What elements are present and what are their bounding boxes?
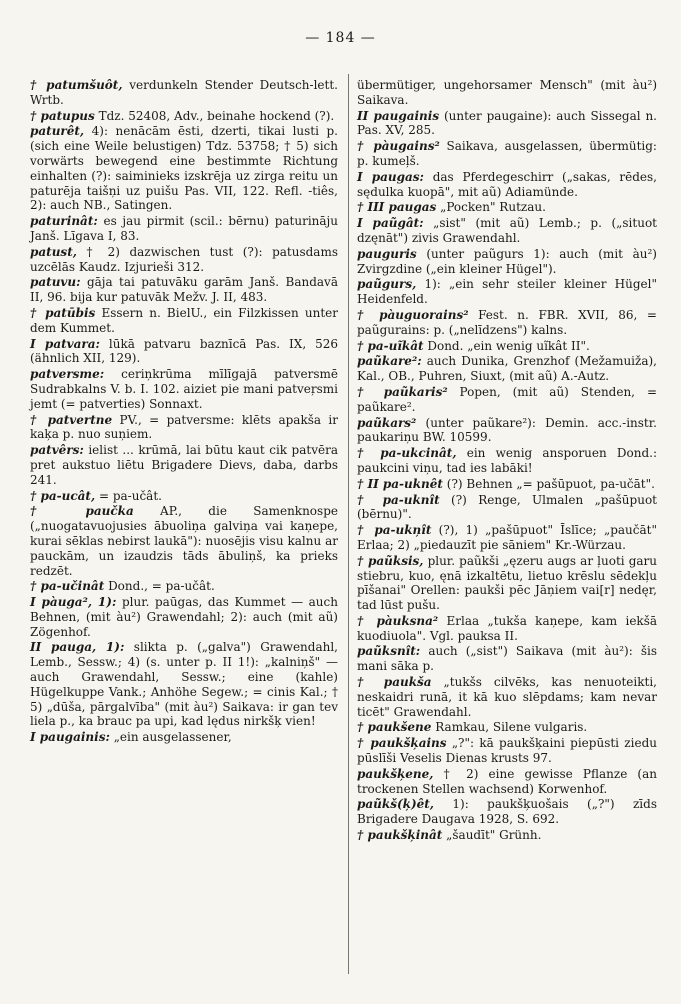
dictionary-entry [30, 730, 338, 745]
entry-headword: paũkare²: [357, 354, 422, 369]
entry-headword: II pauga, 1): [30, 640, 125, 655]
entry-headword: † patupus [30, 108, 95, 123]
entry-headword: † paučka [30, 504, 134, 519]
entry-text: PV., = patversme: klēts apakša ir kaķa p. nuo suņiem. [30, 412, 338, 442]
dictionary-entry [357, 493, 657, 523]
entry-headword: † pa-ucât, [30, 488, 96, 503]
entry-headword: paturêt, [30, 124, 85, 139]
dictionary-entry [30, 504, 338, 578]
dictionary-entry [357, 675, 657, 719]
dictionary-entry [357, 720, 657, 735]
entry-headword: † pàuksna² [357, 613, 439, 628]
dictionary-entry [357, 216, 657, 246]
dictionary-entry [30, 640, 338, 729]
entry-text: „ein ausgelassener, [113, 730, 232, 745]
entry-headword: † pa-uĩkât [357, 338, 424, 353]
entry-headword: † III paugas [357, 200, 437, 215]
dictionary-entry [30, 489, 338, 504]
dictionary-entry [30, 413, 338, 443]
entry-headword: † paukšene [357, 720, 432, 735]
entry-headword: † II pa-uknêt [357, 476, 443, 491]
entry-headword: patvêrs: [30, 443, 84, 458]
entry-headword: paũkš(ķ)êt, [357, 797, 434, 812]
entry-text: = pa-učât. [98, 488, 162, 503]
entry-headword: † pa-učinât [30, 579, 105, 594]
entry-headword: I paũgât: [357, 216, 424, 231]
page-number: — 184 — [305, 30, 376, 46]
entry-text: slikta p. („galva") Grawendahl, Lemb., Sessw.; 4) (s. unter p. II 1!): „kalniņš" — auch Grawendahl, Sessw.; eine (kahle) Hügelkuppe Vank.; Anhöhe Segew.; = cinis Kal.; † 5) „dūša, pārgalvība" (mit àu²) Saikava: ir gan tev liela p., ka brauc pa upi, kad lędus nirkšķ vien! [30, 640, 338, 729]
dictionary-entry [357, 78, 657, 108]
entry-text: „?": kā paukšķaini piepūsti ziedu pūslīši Veselis Dienas krusts 97. [357, 736, 657, 766]
entry-text: ein wenig ansporuen Dond.: paukcini viņu, tad ies labāki! [357, 446, 657, 475]
entry-text: gāja tai patuvāku garām Janš. Bandavā II, 96. bija kur patuvāk Mežv. J. II, 483. [30, 275, 338, 305]
entry-text: Popen, (mit aũ) Stenden, = paũkare². [357, 384, 658, 414]
dictionary-entry [357, 828, 657, 843]
entry-text: auch („sist") Saikava (mit àu²): šis mani sāka p. [357, 644, 657, 674]
entry-headword: † paũksis, [357, 553, 424, 568]
entry-text: „šaudīt" Grünh. [446, 828, 542, 843]
entry-headword: † patūbis [30, 305, 96, 320]
entry-text: das Pferdegeschirr („sakas, rēdes, sędulka kuopā", mit aũ) Adiamünde. [357, 169, 657, 199]
dictionary-entry [357, 170, 657, 200]
entry-headword: paũksnît: [357, 644, 421, 659]
dictionary-entry [357, 385, 657, 415]
dictionary-entry [357, 339, 657, 354]
entry-text: ceriņkrūma mīlīgajā patversmē Sudrabkalns V. b. I. 102. aiziet pie mani patveŗsmi jemt (= patverties) Sonnaxt. [30, 367, 338, 411]
entry-text: 1): „ein sehr steiler kleiner Hügel" Heidenfeld. [357, 277, 657, 307]
entry-headword: † paũkaris² [357, 384, 448, 399]
entry-text: „Pocken" Rutzau. [440, 200, 546, 215]
entry-text: † 2) dazwischen tust (?): patusdams uzcēlās Kaudz. Izjurieši 312. [30, 244, 338, 274]
dictionary-entry [357, 416, 657, 446]
entry-text: Dond., = pa-učât. [108, 579, 215, 594]
entry-headword: paũgurs, [357, 277, 417, 292]
entry-headword: paukšķene, [357, 766, 434, 781]
dictionary-entry [30, 595, 338, 639]
dictionary-entry [357, 354, 657, 384]
entry-text: (unter paugaine): auch Sissegal n. Pas. XV, 285. [357, 108, 657, 138]
entry-text: (?) Renge, Ulmalen „pašūpuot (bērnu)". [357, 492, 657, 522]
entry-text: (unter paũgurs 1): auch (mit àu²) Zvirgzdine („ein kleiner Hügel"). [357, 246, 657, 276]
entry-text: „tukšs cilvēks, kas nenuoteikti, neskaidri runā, it kā kuo slēpdams; kam nevar ticēt" Grawendahl. [357, 675, 657, 719]
entry-text: plur. paũkši „ęzeru augs ar ļuoti garu stiebru, kuo, ęnā izkaltētu, lietuo krēslu sēdekļu pīšanai" Orellen: paukši pēc Jāņiem vai[r] nedęr, tad lūst pušu. [357, 553, 657, 613]
entry-headword: pauguris [357, 246, 417, 261]
dictionary-entry [30, 306, 338, 336]
entry-text: Saikava, ausgelassen, übermütig: p. kumeļš. [357, 139, 657, 168]
entry-headword: patuvu: [30, 275, 81, 290]
entry-headword: † paukšķinât [357, 828, 443, 843]
dictionary-entry [357, 277, 657, 307]
dictionary-entry [357, 644, 657, 674]
entry-text: ielist ... krūmā, lai būtu kaut cik patvēra pret aukstuo liētu Brigadere Dievs, daba, darbs 241. [30, 443, 338, 487]
entry-headword: † paukša [357, 675, 432, 690]
entry-text: auch Dunika, Grenzhof (Mežamuiža), Kal., OB., Puhren, Siuxt, (mit aũ) A.-Autz. [357, 354, 657, 384]
entry-headword: † pa-ukcinât, [357, 446, 457, 461]
entry-text: Erlaa „tukša kaņepe, kam iekšā kuodiuola". Vgl. pauksa II. [357, 613, 658, 643]
dictionary-entry [357, 477, 657, 492]
entry-headword: † patvertne [30, 412, 113, 427]
dictionary-entry [30, 579, 338, 594]
entry-text: Essern n. BielU., ein Filzkissen unter dem Kummet. [30, 305, 338, 335]
dictionary-entry [357, 200, 657, 215]
entry-text: plur. paūgas, das Kummet — auch Behnen, (mit àu²) Grawendahl; 2): auch (mit aũ) Zögenhof. [30, 595, 338, 639]
dictionary-entry [357, 247, 657, 277]
entry-headword: † pa-ukņît [357, 523, 432, 538]
dictionary-entry [30, 275, 338, 305]
dictionary-entry [30, 124, 338, 213]
entry-text: † 2) eine gewisse Pflanze (an trockenen Stellen wachsend) Korwenhof. [357, 766, 657, 796]
dictionary-entry [357, 109, 657, 139]
entry-text: übermütiger, ungehorsamer Mensch" (mit àu²) Saikava. [357, 78, 657, 107]
entry-text: (unter paũkare²): Demin. acc.-instr. paukariņu BW. 10599. [357, 415, 657, 445]
dictionary-entry [357, 797, 657, 827]
dictionary-entry [30, 109, 338, 124]
entry-headword: I paugas: [357, 169, 424, 184]
dictionary-entry [357, 614, 657, 644]
left-column [30, 78, 338, 746]
dictionary-entry [357, 308, 657, 338]
entry-headword: † pàuguorains² [357, 307, 469, 322]
dictionary-entry [357, 446, 657, 476]
dictionary-entry [357, 767, 657, 797]
entry-headword: II paugainis [357, 108, 440, 123]
entry-headword: patust, [30, 244, 77, 259]
entry-text: 1): paukšķuošais („?") zīds Brigadere Daugava 1928, S. 692. [357, 797, 657, 827]
entry-headword: † pàugains² [357, 139, 440, 154]
entry-text: es jau pirmit (scil.: bērnu) paturināju Janš. Līgava I, 83. [30, 214, 338, 243]
dictionary-entry [357, 523, 657, 553]
entry-headword: paturinât: [30, 214, 98, 229]
dictionary-entry [30, 367, 338, 411]
entry-text: (?) Behnen „= pašūpuot, pa-učāt". [446, 476, 655, 491]
entry-headword: I pàuga², 1): [30, 595, 117, 610]
entry-headword: I paugainis: [30, 730, 110, 745]
entry-text: AP., die Samenknospe („nuogatavuojusies ābuoliņa galviņa vai kaņepe, kurai sēklas nebirst laukā"): nuosējis visu kalnu ar pauckām, un izaudzis tāds ābuliņš, ka prieks redzēt. [30, 504, 338, 578]
dictionary-entry [30, 78, 338, 108]
entry-text: verdunkeln Stender Deutsch-lett. Wrtb. [30, 78, 338, 107]
entry-text: Dond. „ein wenig uĩkât II". [427, 338, 590, 353]
entry-text: „sist" (mit aũ) Lemb.; p. („situot dzęnāt") zivis Grawendahl. [357, 216, 657, 245]
dictionary-entry [357, 554, 657, 613]
entry-text: 4): nenācām ēsti, dzerti, tikai lusti p. (sich eine Weile belustigen) Tdz. 53758; † 5) sich vorwärts bewegend eine bestimmte Richtung einhalten (?): saiminieks izskrēja uz zirga reitu un paturēja taišņi uz puišu Pas. VII, 122. Refl. -tiês, 2): auch NB., Satingen. [30, 124, 338, 213]
entry-headword: † pa-uknît [357, 492, 440, 507]
entry-text: Ramkau, Silene vulgaris. [435, 720, 588, 735]
entry-text: (?), 1) „pašūpuot" Īslīce; „paučāt" Erlaa; 2) „piedauzīt pie sāniem" Kr.-Würzau. [357, 523, 657, 552]
entry-headword: I patvara: [30, 336, 100, 351]
entry-headword: † paukšķains [357, 736, 447, 751]
dictionary-entry [30, 245, 338, 275]
entry-headword: patversme: [30, 367, 105, 382]
column-divider [348, 74, 349, 974]
dictionary-entry [357, 736, 657, 766]
entry-headword: † patumšuôt, [30, 78, 123, 92]
entry-text: Fest. n. FBR. XVII, 86, = paũgurains: p. („nelīdzens") kalns. [357, 307, 657, 337]
entry-text: Tdz. 52408, Adv., beinahe hockend (?). [98, 108, 335, 123]
dictionary-entry [30, 337, 338, 367]
dictionary-entry [30, 443, 338, 487]
dictionary-entry [357, 139, 657, 169]
dictionary-entry [30, 214, 338, 244]
entry-text: lūkā patvaru baznīcā Pas. IX, 526 (ähnlich XII, 129). [30, 336, 338, 366]
right-column [357, 78, 657, 844]
entry-headword: paũkars² [357, 415, 417, 430]
